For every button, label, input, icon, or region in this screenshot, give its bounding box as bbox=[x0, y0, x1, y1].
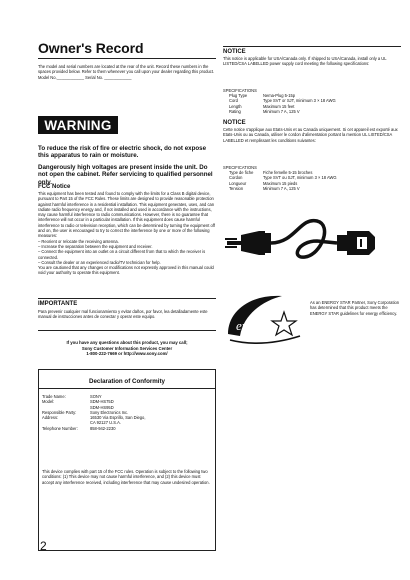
fire-warning-text: To reduce the risk of fire or electric shock, do not expose this apparatus to rain or moisture. bbox=[38, 145, 207, 160]
declaration-key: Model: bbox=[42, 399, 55, 405]
importante-body: Para prevenir cualquier mal funcionamiento y evitar daños, por favor, lea detalladamente este manual de instrucciones antes de conectar y operar este equipo. bbox=[38, 309, 208, 320]
spec-key: Plug Type bbox=[229, 93, 248, 98]
notice-en-body: This notice is applicable for USA/Canada only. If shipped to USA/Canada, install only a UL LISTED/CSA LABELLED power supply cord meeting the following specifications: bbox=[223, 56, 387, 67]
page-number: 2 bbox=[40, 539, 47, 553]
notice-fr-spec-heading: SPECIFICATIONS bbox=[223, 165, 257, 170]
fcc-notice-title: FCC Notice bbox=[38, 184, 71, 190]
importante-top-rule bbox=[38, 298, 216, 299]
declaration-table bbox=[42, 394, 145, 431]
declaration-value: SDM-HS95D bbox=[90, 404, 114, 410]
table-row bbox=[223, 175, 337, 180]
customer-info-contact bbox=[38, 340, 216, 357]
contact-line: If you have any questions about this product, you may call; bbox=[66, 340, 188, 345]
declaration-value: SONY bbox=[90, 394, 102, 399]
spec-key: Cordon bbox=[229, 175, 243, 181]
declaration-value: Sony Electronics Inc. bbox=[90, 409, 129, 415]
notice-en-title: NOTICE bbox=[223, 49, 246, 55]
notice-en-spec-table bbox=[223, 93, 336, 114]
declaration-compliance-text: This device complies with part 15 of the FCC rules. Operation is subject to the following two conditions: (1) This device may not cause harmful interference, and (2) this device must accept any interference received, including interference that may cause undesired operation. bbox=[42, 469, 210, 485]
fcc-measure: – Connect the equipment into an outlet on a circuit different from that to which the receiver is connected. bbox=[38, 249, 206, 260]
fcc-measure: – Consult the dealer or an experienced radio/TV technician for help. bbox=[38, 259, 161, 265]
notice-fr-spec-table bbox=[223, 170, 337, 191]
fcc-paragraph: This equipment has been tested and found to comply with the limits for a Class B digital device, pursuant to Part 15 of the FCC Rules. These limits are designed to provide reasonable protection against harmful interference in a residential installation. This equipment generates, uses, and can radiate radio frequency energy and, if not installed and used in accordance with the instructions, may cause harmful interference to radio communications. However, there is no guarantee that interference will not occur in a particular installation. If this equipment does cause harmful interference to radio or television reception, which can be determined by turning the equipment off and on, the user is encouraged to try to correct the interference by one or more of the following measures: bbox=[38, 191, 215, 239]
declaration-value: SDM-HS75D bbox=[90, 399, 114, 405]
spec-value: Type SVT or SJT, minimum 3 × 18 AWG bbox=[263, 98, 336, 104]
owners-record-intro: The model and serial numbers are located at the rear of the unit. Record these numbers in the spaces provided below. Refer to them whenever you call upon your dealer regarding this product. Model No.____________ Serial No. ____________ bbox=[38, 64, 215, 80]
title-rule bbox=[38, 58, 216, 59]
notice-fr-body: Cette notice s'applique aux Etats-Unis et au Canada uniquement. Si cet appareil est exporté aux Etats-Unis ou au Canada, utiliser le cordon d'alimentation portant la mention UL LISTED/CSA LABELLED et remplissant les conditions suivantes: bbox=[223, 127, 398, 143]
energy-logo-text: energy bbox=[236, 318, 271, 333]
spec-value: Type SVT ou SJT, minimum 3 × 18 AWG bbox=[263, 175, 337, 181]
importante-bottom-rule bbox=[38, 330, 216, 331]
spec-key: Longueur bbox=[229, 180, 247, 186]
declaration-value: 858-942-2230 bbox=[90, 425, 116, 431]
page-title: Owner's Record bbox=[38, 40, 144, 56]
spec-key: Rating bbox=[229, 108, 241, 114]
importante-title: IMPORTANTE bbox=[38, 301, 78, 307]
spec-value: Nema-Plug 5-15p bbox=[263, 93, 296, 98]
contact-line: Sony Customer Information Services Center bbox=[81, 345, 173, 351]
declaration-value: CA 92127 U.S.A. bbox=[90, 420, 121, 426]
spec-value: Minimum 7 A, 125 V bbox=[263, 185, 300, 191]
high-voltage-warning-text: Dangerously high voltages are present inside the unit. Do not open the cabinet. Refer servicing to qualified personnel only. bbox=[38, 164, 213, 186]
fcc-notice-body bbox=[38, 191, 216, 276]
table-row bbox=[42, 426, 145, 431]
declaration-title: Declaration of Conformity bbox=[89, 378, 165, 385]
power-plug-icon bbox=[225, 207, 385, 277]
spec-value: Minimum 7 A, 125 V bbox=[263, 108, 300, 114]
notice-fr-title: NOTICE bbox=[223, 120, 246, 126]
energy-star-text: As an ENERGY STAR Partner, Sony Corporation has determined that this product meets the ENERGY STAR guidelines for energy efficiency. bbox=[310, 300, 400, 316]
spec-key: Type de fiche bbox=[229, 170, 254, 175]
table-row bbox=[223, 186, 337, 191]
notice-top-rule bbox=[223, 46, 401, 47]
energy-star-logo bbox=[222, 290, 304, 352]
spec-key: Cord bbox=[229, 98, 238, 104]
spec-key: Tension bbox=[229, 185, 244, 191]
fcc-measure: – Reorient or relocate the receiving antenna. bbox=[38, 238, 119, 244]
spec-value: Maximum 15 pieds bbox=[263, 180, 298, 186]
fcc-paragraph: You are cautioned that any changes or modifications not expressly approved in this manual could void your authority to operate this equipment. bbox=[38, 265, 214, 276]
spec-value: Fiche femelle 5-15 broches bbox=[263, 170, 313, 175]
declaration-key: Address: bbox=[42, 415, 59, 421]
contact-line: 1-800-222-7669 or http://www.sony.com/ bbox=[86, 351, 168, 357]
warning-label: WARNING bbox=[38, 116, 118, 134]
declaration-value: 16530 Via Esprillo, San Diego, bbox=[90, 415, 146, 421]
spec-key: Length bbox=[229, 103, 242, 109]
declaration-rule bbox=[38, 388, 215, 389]
declaration-key: Telephone Number: bbox=[42, 425, 78, 431]
declaration-key: Responsible Party: bbox=[42, 409, 77, 415]
declaration-key: Trade Name: bbox=[42, 394, 66, 399]
table-row bbox=[223, 109, 336, 114]
fcc-measure: – Increase the separation between the equipment and receiver. bbox=[38, 243, 153, 249]
notice-en-spec-heading: SPECIFICATIONS bbox=[223, 88, 257, 93]
spec-value: Maximum 15 feet bbox=[263, 103, 295, 109]
